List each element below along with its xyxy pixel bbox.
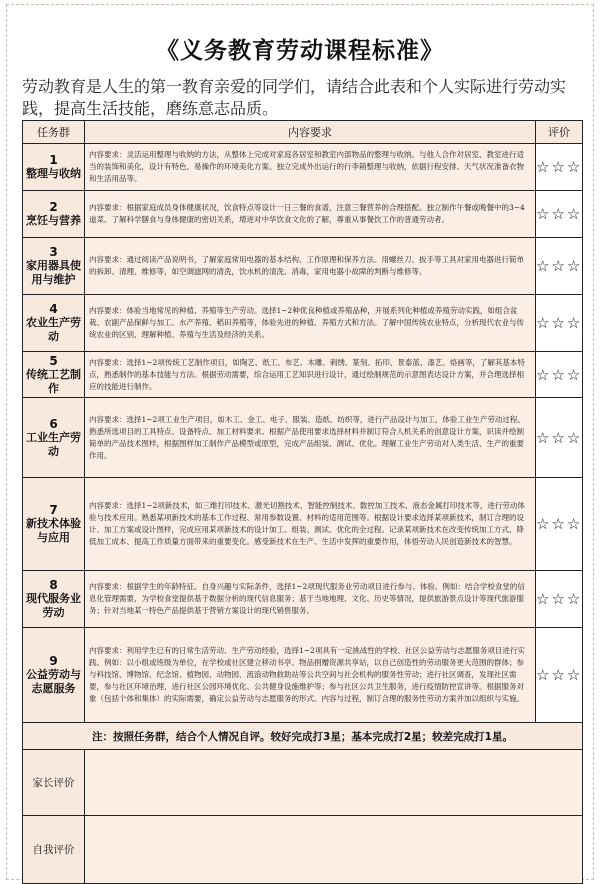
- parent-eval-label: 家长评价: [23, 750, 85, 816]
- task-requirement: 内容要求：根据家庭成员身体健康状况，饮食特点等设计一日三餐的食谱，注意三餐营养的合理搭配。独立制作午餐或晚餐中的3~4道菜。了解科学膳食与身体健康的密切关系，增进对中华饮食文化的了解，尊重从事餐饮工作的普通劳动者。: [85, 191, 536, 238]
- task-row: [23, 295, 583, 352]
- task-requirement: 内容要求：选择1~2项传统工艺制作项目，如陶艺、纸工、布艺、木雕、刺绣、篆刻、拓印、景泰蓝、漆艺、烙画等，了解其基本特点，熟悉制作的基本技能与方法。根据劳动需要，综合运用工艺知识进行设计，通过绘制规范的示意图表达设计方案，并合理选择相应的技能进行制作。: [85, 352, 536, 398]
- star-rating[interactable]: ☆☆☆: [536, 191, 583, 238]
- header-category: 任务群: [23, 121, 85, 144]
- header-requirement: 内容要求: [85, 121, 536, 144]
- task-name: 农业生产劳动: [26, 316, 81, 343]
- task-requirement: 内容要求：灵活运用整理与收纳的方法，从整体上完成对家庭各居室和教室内部物品的整理与收纳。与他人合作对居室、教室进行适当的装饰和美化，设计有特色、易操作的环境美化方案。独立完成外出运行的行李箱整理与收纳，依据行程安排、天气状况准备衣物和生活用品等。: [85, 144, 536, 191]
- task-group-cell: [23, 571, 85, 628]
- task-number: 2: [49, 200, 58, 214]
- task-number: 6: [49, 416, 58, 431]
- star-rating[interactable]: ☆☆☆: [536, 238, 583, 295]
- task-number: 7: [49, 503, 58, 517]
- star-rating[interactable]: ☆☆☆: [536, 352, 583, 398]
- task-requirement: 内容要求：通过阅读产品说明书，了解家庭常用电器的基本结构、工作原理和保养方法。用螺丝刀、扳手等工具对家用电器进行简单的拆卸、清理、维修等，如空调滤网的清洗，饮水机的清洗、消毒，家用电器小故障的判断与维修等。: [85, 238, 536, 295]
- task-name: 家用器具使用与维护: [26, 259, 81, 286]
- task-row: [23, 238, 583, 295]
- task-name: 新技术体验与应用: [26, 517, 81, 544]
- task-requirement: 内容要求：利用学生已有的日常生活劳动、生产劳动经验，选择1~2项具有一定挑战性的学校、社区公益劳动与志愿服务项目进行实践。例如：以小组或班级为单位，在学校或社区建立移动书亭、物品捐赠资源共享站，以自己创造性的劳动服务更大范围的群体；参与科技馆、博物馆、纪念馆、植物园、动物园、流浪动物救助站等公共空间与社会机构的服务性劳动；进行社区调查，发现社区需要，参与社区环境治理，进行社区公园环境优化、公共健身设施维护等；参与社区公共卫生服务，进行疫情防控宣讲等。根据服务对象（包括个体和集体）的实际需要，确定公益劳动与志愿服务的形式、内容与过程，制订合理的服务性劳动方案并加以组织与实施。: [85, 628, 536, 723]
- star-rating[interactable]: ☆☆☆: [536, 398, 583, 478]
- header-rating: 评价: [536, 121, 583, 144]
- task-number: 5: [49, 353, 58, 368]
- task-group-cell: [23, 398, 85, 478]
- star-rating[interactable]: ☆☆☆: [536, 478, 583, 571]
- page-title: 《义务教育劳动课程标准》: [156, 37, 444, 64]
- task-row: [23, 352, 583, 398]
- task-group-cell: [23, 628, 85, 723]
- task-row: [23, 628, 583, 723]
- task-group-cell: [23, 144, 85, 191]
- star-rating[interactable]: ☆☆☆: [536, 144, 583, 191]
- rating-note: 注：按照任务群，结合个人情况自评。较好完成打3星；基本完成打2星；较差完成打1星。: [23, 723, 583, 750]
- task-name: 整理与收纳: [26, 167, 81, 180]
- task-row: [23, 398, 583, 478]
- task-group-cell: [23, 295, 85, 352]
- self-eval-label: 自我评价: [23, 816, 85, 884]
- task-name: 现代服务业劳动: [26, 592, 81, 619]
- task-name: 烹饪与营养: [26, 214, 81, 227]
- task-number: 8: [49, 578, 58, 592]
- task-group-cell: [23, 238, 85, 295]
- task-requirement: 内容要求：选择1~2项工业生产项目，如木工、金工、电子、服装、造纸、纺织等，进行产品设计与加工，体验工业生产劳动过程。熟悉所选项目的工具特点、设备特点、加工材料要求。根据产品使用要求选择材料并制订符合人机关系的创意设计方案，识读并绘制简单的产品技术图样，根据图样加工制作产品模型或原型，完成产品组装、测试、优化。理解工业生产劳动对人类生活、生产的重要作用。: [85, 398, 536, 478]
- task-row: [23, 191, 583, 238]
- task-name: 公益劳动与志愿服务: [26, 668, 81, 695]
- parent-eval-field[interactable]: [85, 750, 583, 816]
- task-row: [23, 478, 583, 571]
- star-rating[interactable]: ☆☆☆: [536, 628, 583, 723]
- task-number: 4: [49, 302, 58, 316]
- star-rating[interactable]: ☆☆☆: [536, 571, 583, 628]
- task-requirement: 内容要求：选择1~2项新技术，如三维打印技术、激光切割技术、智能控制技术、数控加工技术、液态金属打印技术等，进行劳动体验与技术应用。熟悉某项新技术的基本工作过程、常用参数设置、材料的适用范围等。根据设计要求选择某项新技术，制订合理的设计、加工方案或设计图样，完成应用某项新技术的设计加工、组装、测试、优化的全过程。记录某项新技术在改变传统加工方式、降低加工成本、提高工作质量方面带来的重要变化。感受新技术在生产、生活中发挥的重要作用，体悟劳动人民创造新技术的智慧。: [85, 478, 536, 571]
- course-table: [22, 120, 583, 884]
- intro-text: 劳动教育是人生的第一教育亲爱的同学们，请结合此表和个人实际进行劳动实践，提高生活技能，磨练意志品质。: [22, 77, 567, 118]
- task-group-cell: [23, 478, 85, 571]
- task-name: 传统工艺制作: [26, 367, 81, 395]
- task-name: 工业生产劳动: [26, 430, 81, 458]
- star-rating[interactable]: ☆☆☆: [536, 295, 583, 352]
- task-number: 9: [49, 654, 58, 668]
- task-row: [23, 571, 583, 628]
- task-number: 1: [49, 153, 58, 167]
- task-group-cell: [23, 352, 85, 398]
- task-requirement: 内容要求：根据学生的年龄特征、自身兴趣与实际条件，选择1~2项现代服务业劳动项目进行参与、体验。例如：结合学校食堂的信息化管理需要，为学校食堂提供基于数据分析的现代信息服务；基于当地地理、文化、历史等情况，提供旅游景点设计等现代旅游服务；针对当地某一特色产品提供基于营销方案设计的现代销售服务。: [85, 571, 536, 628]
- task-group-cell: [23, 191, 85, 238]
- task-row: [23, 144, 583, 191]
- task-requirement: 内容要求：体验当地常见的种植、养殖等生产劳动。选择1~2种优良种植或养殖品种，开展系列化种植或养殖劳动实践，如组合盆栽、农副产品保鲜与加工、水产养殖、稻田养殖等，体验先进的种植、养殖方式和方法。了解中国传统农业特点，分析现代农业与传统农业的区别，理解种植、养殖与生活及经济的关系。: [85, 295, 536, 352]
- task-number: 3: [49, 245, 58, 259]
- self-eval-field[interactable]: [85, 816, 583, 884]
